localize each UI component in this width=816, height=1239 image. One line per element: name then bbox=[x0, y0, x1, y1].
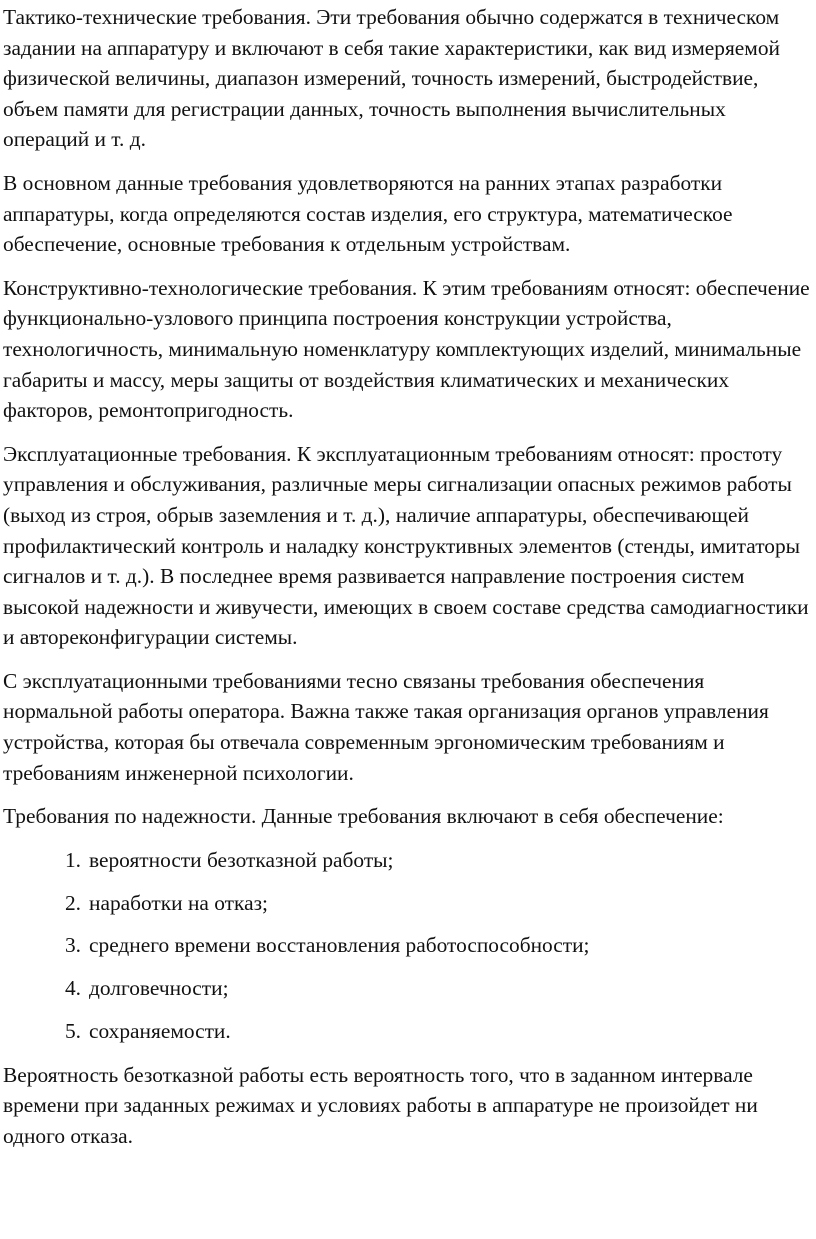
list-item bbox=[3, 845, 810, 876]
paragraph-early-stages: В основном данные требования удовлетворяются на ранних этапах разработки аппаратуры, когда определяются состав изделия, его структура, математическое обеспечение, основные требования к отдельным устройствам. bbox=[3, 170, 733, 257]
paragraph-reliability-intro: Требования по надежности. Данные требования включают в себя обеспечение: bbox=[3, 804, 724, 829]
list-item bbox=[3, 930, 810, 961]
paragraph-operator-work: С эксплуатационными требованиями тесно связаны требования обеспечения нормальной работы оператора. Важна также такая организация органов управления устройства, которая бы отвечала современным эргономическим требованиям и требованиям инженерной психологии. bbox=[3, 668, 769, 785]
list-item-number: 2. bbox=[64, 890, 81, 915]
list-item-text: наработки на отказ; bbox=[89, 890, 268, 915]
list-item-text: среднего времени восстановления работоспособности; bbox=[89, 933, 590, 958]
list-item bbox=[3, 973, 810, 1004]
list-item-number: 3. bbox=[64, 933, 81, 958]
list-item bbox=[3, 1016, 810, 1047]
paragraph-failure-free-probability: Вероятность безотказной работы есть вероятность того, что в заданном интервале времени при заданных режимах и условиях работы в аппаратуре не произойдет ни одного отказа. bbox=[3, 1062, 758, 1148]
list-item-number: 4. bbox=[64, 976, 81, 1001]
list-item-number: 5. bbox=[64, 1018, 81, 1043]
paragraph-tactical-technical: Тактико-технические требования. Эти требования обычно содержатся в техническом задании на аппаратуру и включают в себя такие характеристики, как вид измеряемой физической величины, диапазон измерений, точность измерений, быстродействие, объем памяти для регистрации данных, точность выполнения вычислительных операций и т. д. bbox=[3, 5, 780, 152]
list-item-number: 1. bbox=[64, 847, 81, 872]
paragraph-operational: Эксплуатационные требования. К эксплуатационным требованиям относят: простоту управления и обслуживания, различные меры сигнализации опасных режимов работы (выход из строя, обрыв заземления и т. д.), наличие аппаратуры, обеспечивающей профилактический контроль и наладку конструктивных элементов (стенды, имитаторы сигналов и т. д.). В последнее время развивается направление построения систем высокой надежности и живучести, имеющих в своем составе средства самодиагностики и автореконфигурации системы. bbox=[3, 441, 809, 650]
list-item-text: долговечности; bbox=[89, 976, 229, 1001]
list-item bbox=[3, 888, 810, 919]
reliability-requirements-list bbox=[3, 845, 810, 1047]
paragraph-design-technological: Конструктивно-технологические требования. К этим требованиям относят: обеспечение функционально-узлового принципа построения конструкции устройства, технологичность, минимальную номенклатуру комплектующих изделий, минимальные габариты и массу, меры защиты от воздействия климатических и механических факторов, ремонтопригодность. bbox=[3, 275, 810, 423]
list-item-text: сохраняемости. bbox=[89, 1018, 231, 1043]
list-item-text: вероятности безотказной работы; bbox=[89, 847, 394, 872]
